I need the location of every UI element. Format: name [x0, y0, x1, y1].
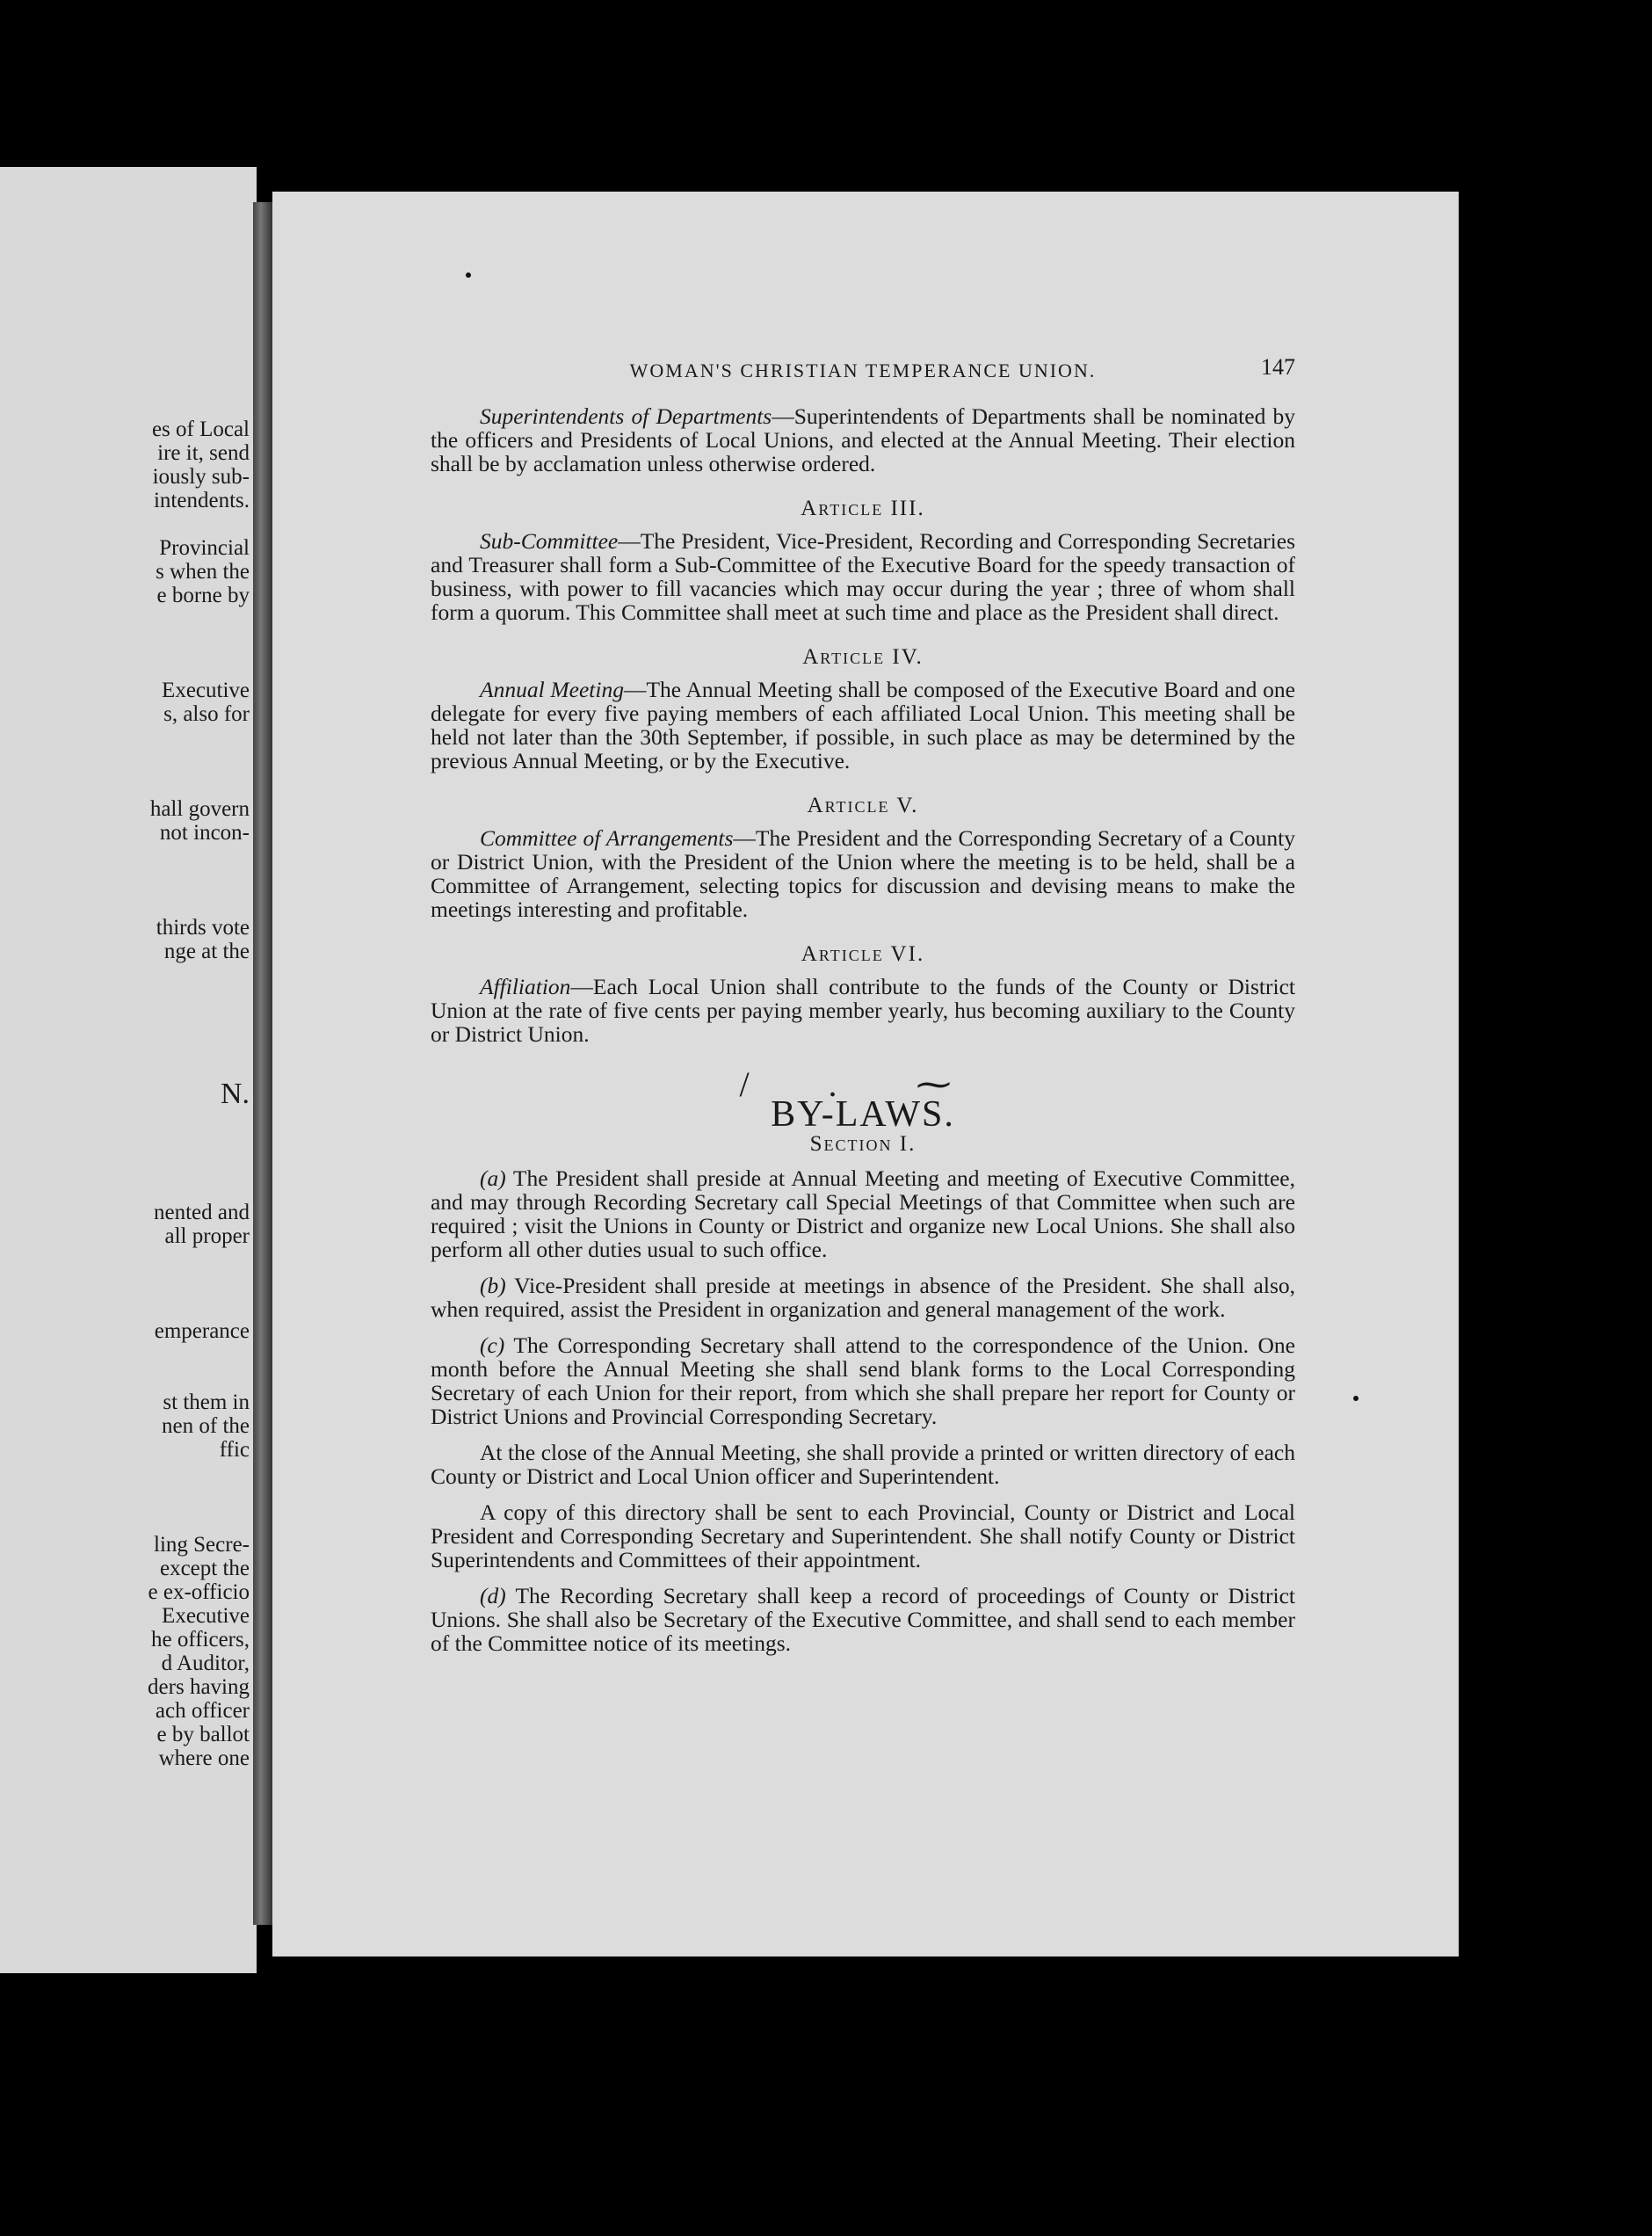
left-line: ire it, send — [157, 441, 250, 465]
paragraph-heading: Affiliation — [480, 974, 571, 999]
left-line — [0, 1462, 250, 1485]
article-heading: Article V. — [807, 794, 919, 817]
left-line — [0, 1177, 250, 1201]
left-line — [0, 845, 250, 868]
left-line — [0, 1058, 250, 1082]
facing-page-text — [0, 417, 250, 1770]
bylaw-paragraph — [431, 1584, 1295, 1655]
bylaw-paragraph — [431, 1274, 1295, 1321]
left-line — [0, 1343, 250, 1367]
left-line: es of Local — [151, 417, 250, 441]
paragraph-text: The Recording Secretary shall keep a record of proceedings of County or District Unions. She shall also be Secretary of the Executive Committee, and shall send to each member of the Committee notice of its meetings. — [431, 1583, 1295, 1656]
left-line: st them in — [163, 1390, 250, 1414]
article-paragraph — [431, 529, 1295, 624]
left-line: nge at the — [163, 940, 250, 963]
clause-letter: (a) — [480, 1165, 506, 1191]
bylaw-paragraph — [431, 1441, 1295, 1488]
left-line — [0, 607, 250, 631]
bylaw-paragraph — [431, 1333, 1295, 1428]
page-number: 147 — [1261, 354, 1295, 380]
pencil-marks: / . ⁓ — [739, 1064, 987, 1104]
article-heading: Article IV. — [802, 645, 924, 669]
bylaw-paragraph — [431, 1500, 1295, 1572]
left-line: hall govern — [149, 797, 250, 821]
paragraph-text: At the close of the Annual Meeting, she shall provide a printed or written directory of each County or District and Local Union officer and Superintendent. — [431, 1440, 1295, 1489]
left-line — [0, 963, 250, 987]
clause-letter: (b) — [480, 1273, 506, 1298]
left-line — [0, 987, 250, 1011]
left-line: ach officer — [155, 1699, 250, 1723]
paragraph-text: Vice-President shall preside at meetings in absence of the President. She shall also, when required, assist the President in organization and general management of the work. — [431, 1273, 1295, 1322]
left-line: Provincial — [159, 536, 250, 560]
left-line: ffic — [219, 1438, 250, 1462]
page-147 — [272, 192, 1459, 1956]
left-line — [0, 1106, 250, 1129]
article-heading: Article III. — [801, 497, 925, 520]
left-line: not incon- — [159, 821, 250, 845]
left-line — [0, 1485, 250, 1509]
left-line — [0, 1367, 250, 1390]
clause-letter: (c) — [480, 1332, 505, 1358]
running-head — [431, 354, 1295, 388]
ink-speck — [1353, 1396, 1359, 1401]
left-line: all proper — [164, 1224, 250, 1248]
left-line — [0, 1129, 250, 1153]
paragraph-text: —The Annual Meeting shall be composed of the Executive Board and one delegate for every five paying members of each affiliated Local Union. This meeting shall be held not later than the 30th September, if possible, in such place as may be determined by the previous Annual Meeting, or by the Executive. — [431, 677, 1295, 773]
left-line — [0, 726, 250, 750]
left-line — [0, 655, 250, 679]
left-line: except the — [159, 1557, 250, 1580]
left-line: nented and — [154, 1201, 250, 1224]
left-line — [0, 1011, 250, 1035]
left-line — [0, 1296, 250, 1319]
running-head-title: WOMAN'S CHRISTIAN TEMPERANCE UNION. — [629, 359, 1097, 381]
paragraph-heading: Superintendents of Departments — [480, 403, 772, 429]
bylaws-title: BY-LAWS. — [771, 1094, 955, 1135]
paragraph-text: —Superintendents of Departments shall be nominated by the officers and Presidents of Local Unions, and elected at the Annual Meeting. Their election shall be by acclamation unless otherwise ordered. — [431, 403, 1295, 476]
left-line: s, also for — [163, 702, 250, 726]
left-line — [0, 773, 250, 797]
article-paragraph — [431, 826, 1295, 921]
left-line: e by ballot — [156, 1723, 250, 1746]
left-line — [0, 1272, 250, 1296]
section-heading: Section I. — [809, 1132, 917, 1156]
facing-page-left — [0, 167, 257, 1973]
left-line: ders having — [148, 1675, 250, 1699]
left-line — [0, 1509, 250, 1533]
left-line — [0, 1248, 250, 1272]
paragraph-text: A copy of this directory shall be sent to each Provincial, County or District and Local President and Corresponding Secretary and Superintendent. She shall notify County or District Superintendents and Committees of their appointment. — [431, 1499, 1295, 1572]
left-line — [0, 631, 250, 655]
left-line: s when the — [156, 560, 250, 584]
article-heading: Article VI. — [801, 942, 925, 966]
left-line — [0, 1153, 250, 1177]
left-line: e borne by — [156, 584, 250, 607]
left-line: thirds vote — [156, 916, 250, 940]
left-line: intendents. — [153, 489, 250, 512]
left-line: Executive — [162, 1604, 250, 1628]
paragraph-text: —The President, Vice-President, Recording and Corresponding Secretaries and Treasurer shall form a Sub-Committee of the Executive Board for the speedy transaction of business, with power to fill vacancies which may occur during the year ; three of whom shall form a quorum. This Committee shall meet at such time and place as the President shall direct. — [431, 528, 1295, 625]
left-line: N. — [220, 1078, 250, 1110]
paragraph-text: —The President and the Corresponding Secretary of a County or District Union, with the President of the Union where the meeting is to be held, shall be a Committee of Arrangement, selecting topics for discussion and devising means to make the meetings interesting and profitable. — [431, 825, 1295, 922]
article-paragraph — [431, 975, 1295, 1046]
left-line — [0, 512, 250, 536]
left-line: e ex-officio — [148, 1580, 250, 1604]
paragraph-text: The President shall preside at Annual Meeting and meeting of Executive Committee, and may through Recording Secretary call Special Meetings of that Committee when such are required ; visit the Unions in County or District and organize new Local Unions. She shall also perform all other duties usual to such office. — [431, 1165, 1295, 1262]
left-line: nen of the — [162, 1414, 250, 1438]
left-line: he officers, — [151, 1628, 250, 1652]
page-content — [431, 354, 1295, 1667]
left-line: where one — [158, 1746, 250, 1770]
left-line — [0, 1035, 250, 1058]
intro-paragraph — [431, 404, 1295, 476]
paragraph-heading: Annual Meeting — [480, 677, 624, 702]
left-line: Executive — [162, 679, 250, 702]
left-line — [0, 892, 250, 916]
paragraph-heading: Sub-Committee — [480, 528, 619, 554]
left-line — [0, 750, 250, 773]
ink-speck — [466, 272, 471, 278]
paragraph-heading: Committee of Arrangements — [480, 825, 734, 851]
paragraph-text: —Each Local Union shall contribute to the funds of the County or District Union at the rate of five cents per paying member yearly, hus becoming auxiliary to the County or District Union. — [431, 974, 1295, 1047]
article-paragraph — [431, 678, 1295, 773]
book-spine-gutter — [253, 202, 272, 1925]
left-line: ling Secre- — [154, 1533, 250, 1557]
left-line — [0, 868, 250, 892]
clause-letter: (d) — [480, 1583, 506, 1608]
left-line: d Auditor, — [161, 1652, 250, 1675]
left-line: emperance — [154, 1319, 250, 1343]
paragraph-text: The Corresponding Secretary shall attend to the correspondence of the Union. One month before the Annual Meeting she shall send blank forms to the Local Corresponding Secretary of each Union for their report, from which she shall prepare her report for County or District Unions and Provincial Corresponding Secretary. — [431, 1332, 1295, 1429]
bylaw-paragraph — [431, 1166, 1295, 1261]
left-line: iously sub- — [152, 465, 250, 489]
